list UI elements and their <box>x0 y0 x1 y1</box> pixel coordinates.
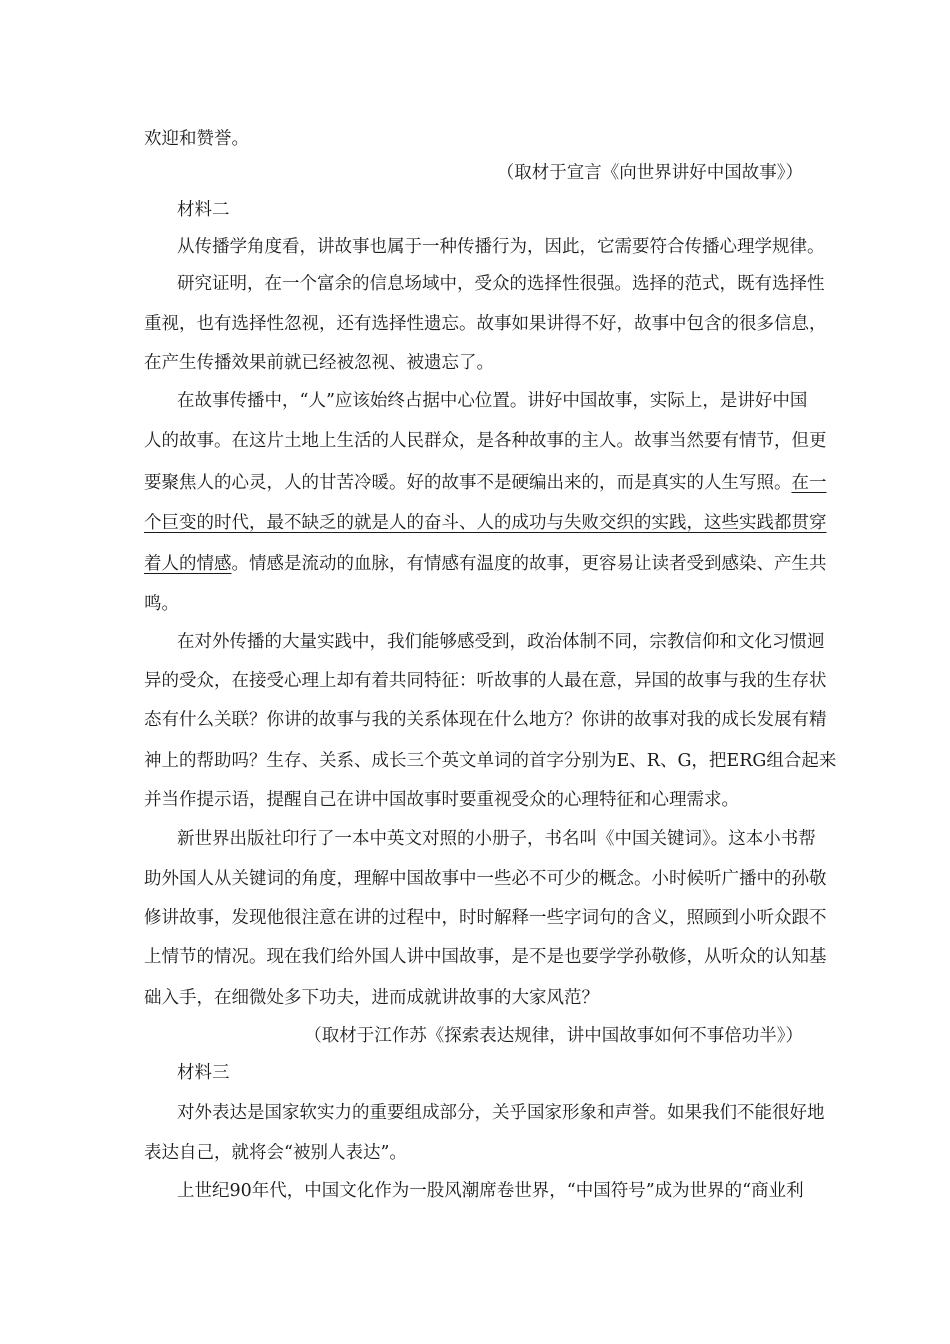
paragraph-line: 上情节的情况。现在我们给外国人讲中国故事，是不是也要学学孙敬修，从听众的认知基 <box>144 947 827 967</box>
paragraph-line: 要聚焦人的心灵，人的甘苦冷暖。好的故事不是硬编出来的，而是真实的人生写照。在一 <box>144 473 827 493</box>
paragraph-line: 在对外传播的大量实践中，我们能够感受到，政治体制不同，宗教信仰和文化习惯迥 <box>177 632 825 652</box>
source-citation: （取材于江作苏《探索表达规律，讲中国故事如何不事倍功半》） <box>304 1026 803 1046</box>
paragraph-line: 鸣。 <box>144 594 179 614</box>
paragraph-line: 新世界出版社印行了一本中英文对照的小册子，书名叫《中国关键词》。这本小书帮 <box>177 829 816 849</box>
underlined-text: 着人的情感 <box>144 554 232 574</box>
paragraph-line: 欢迎和赞誉。 <box>144 129 249 149</box>
paragraph-line: 人的故事。在这片土地上生活的人民群众，是各种故事的主人。故事当然要有情节，但更 <box>144 431 827 451</box>
underlined-text: 个巨变的时代，最不缺乏的就是人的奋斗、人的成功与失败交织的实践，这些实践都贯穿 <box>144 513 827 533</box>
paragraph-line: 修讲故事，发现他很注意在讲的过程中，时时解释一些字词句的含义，照顾到小听众跟不 <box>144 908 827 928</box>
paragraph-line: 神上的帮助吗？生存、关系、成长三个英文单词的首字分别为E、R、G，把ERG组合起来 <box>144 751 837 771</box>
paragraph-line: 研究证明，在一个富余的信息场域中，受众的选择性很强。选择的范式，既有选择性 <box>177 274 825 294</box>
paragraph-line: 在故事传播中，“人”应该始终占据中心位置。讲好中国故事，实际上，是讲好中国 <box>177 391 808 411</box>
source-citation: （取材于宣言《向世界讲好中国故事》） <box>496 163 803 183</box>
paragraph-line: 从传播学角度看，讲故事也属于一种传播行为，因此，它需要符合传播心理学规律。 <box>177 237 825 257</box>
paragraph-line: 异的受众，在接受心理上却有着共同特征：听故事的人最在意，异国的故事与我的生存状 <box>144 671 827 691</box>
paragraph-line: 上世纪90年代，中国文化作为一股风潮席卷世界，“中国符号”成为世界的“商业利 <box>177 1181 804 1201</box>
paragraph-line: 态有什么关联？你讲的故事与我的关系体现在什么地方？你讲的故事对我的成长发展有精 <box>144 710 827 730</box>
paragraph-line: 在产生传播效果前就已经被忽视、被遗忘了。 <box>144 353 494 373</box>
paragraph-line: 重视，也有选择性忽视，还有选择性遗忘。故事如果讲得不好，故事中包含的很多信息， <box>144 314 827 334</box>
paragraph-line: 并当作提示语，提醒自己在讲中国故事时要重视受众的心理特征和心理需求。 <box>144 790 739 810</box>
paragraph-line: 表达自己，就将会“被别人表达”。 <box>144 1143 407 1163</box>
section-heading: 材料三 <box>177 1063 230 1083</box>
paragraph-line: 着人的情感。情感是流动的血脉，有情感有温度的故事，更容易让读者受到感染、产生共 <box>144 554 827 574</box>
paragraph-line: 对外表达是国家软实力的重要组成部分，关乎国家形象和声誉。如果我们不能很好地 <box>177 1103 825 1123</box>
section-heading: 材料二 <box>177 200 230 220</box>
underlined-text: 在一 <box>791 473 827 493</box>
paragraph-line <box>144 512 827 534</box>
paragraph-line: 础入手，在细微处多下功夫，进而成就讲故事的大家风范？ <box>144 988 599 1008</box>
paragraph-line: 助外国人从关键词的角度，理解中国故事中一些必不可少的概念。小时候听广播中的孙敬 <box>144 869 827 889</box>
